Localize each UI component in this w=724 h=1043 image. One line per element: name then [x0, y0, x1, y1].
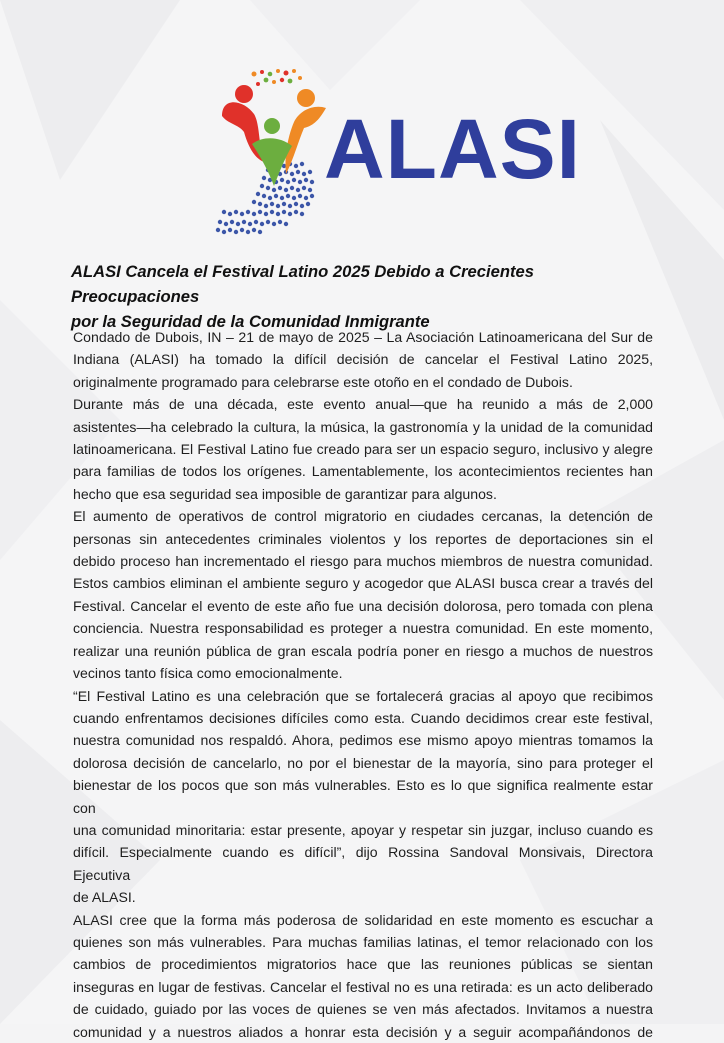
body-line: debido proceso han incrementado el riesgo para muchos miembros de nuestra comunidad. — [73, 553, 653, 570]
body-line: dolorosa decisión de cancelarlo, no por el bienestar de la mayoría, sino para proteger el — [73, 754, 653, 771]
logo-graphic — [214, 66, 581, 236]
body-line: latinoamericana. El Festival Latino fue creado para ser un espacio seguro, inclusivo y alegre — [73, 441, 653, 458]
body-line: de ALASI. — [73, 889, 136, 906]
paragraph — [73, 909, 653, 1043]
body-line: Durante más de una década, este evento anual—que ha reunido a más de 2,000 — [73, 396, 653, 413]
logo-orange-figure — [285, 89, 326, 174]
headline-line-2: por la Seguridad de la Comunidad Inmigrante — [71, 312, 430, 331]
body-line: comunidad y a nuestros aliados a honrar esta decisión y a seguir acompañándonos de — [73, 1023, 653, 1040]
body-line: Estos cambios eliminan el ambiente seguro y acogedor que ALASI busca crear a través del — [73, 575, 653, 592]
body-line: para familias de todos los orígenes. Lamentablemente, los acontecimientos recientes han — [73, 463, 653, 480]
body-line: de cuidado, guiado por las voces de quienes se ven más afectados. Invitamos a nuestra — [73, 1001, 653, 1018]
body-line: originalmente programado para celebrarse este otoño en el condado de Dubois. — [73, 373, 573, 390]
logo-dots — [216, 160, 314, 234]
body-line: realizar una reunión pública de gran escala podría poner en riesgo a muchos de nuestros — [73, 642, 653, 659]
logo-confetti — [252, 69, 303, 86]
body-line: El aumento de operativos de control migratorio en ciudades cercanas, la detención de — [73, 508, 653, 525]
paragraph — [73, 685, 653, 909]
body-line: personas sin antecedentes criminales violentos y los reportes de deportaciones sin el — [73, 530, 653, 547]
paragraph — [73, 505, 653, 684]
body-line: conciencia. Nuestra responsabilidad es proteger a nuestra comunidad. En este momento, — [73, 620, 653, 637]
paragraph — [73, 393, 653, 505]
body-line: inseguras en lugar de festivas. Cancelar el festival no es una retirada: es un acto deliberado — [73, 978, 653, 995]
body-line: bienestar de los pocos que son más vulnerables. Esto es lo que significa realmente estar con — [73, 777, 653, 816]
body-line: ALASI cree que la forma más poderosa de solidaridad en este momento es escuchar a — [73, 911, 653, 928]
body-line: quienes son más vulnerables. Para muchas familias latinas, el temor relacionado con los — [73, 933, 653, 950]
alasi-logo — [214, 66, 581, 236]
body-line: Condado de Dubois, IN – 21 de mayo de 2025 – La Asociación Latinoamericana del Sur de — [73, 329, 653, 345]
body-line: hecho que esa seguridad sea imposible de garantizar para algunos. — [73, 485, 497, 502]
press-release-body — [73, 326, 653, 1043]
body-line: Festival. Cancelar el evento de este año fue una decisión dolorosa, pero tomada con plena — [73, 597, 653, 614]
logo-wordmark: ALASI — [324, 102, 581, 196]
body-line: vecinos tanto física como emocionalmente. — [73, 665, 343, 682]
body-line: una comunidad minoritaria: estar presente, apoyar y respetar sin juzgar, incluso cuando es — [73, 821, 653, 838]
paragraph — [73, 326, 653, 393]
body-line: Indiana (ALASI) ha tomado la difícil decisión de cancelar el Festival Latino 2025, — [73, 351, 653, 368]
body-line: nuestra comunidad nos respaldó. Ahora, pedimos ese mismo apoyo mientras tomamos la — [73, 732, 653, 749]
body-line: “El Festival Latino es una celebración que se fortalecerá gracias al apoyo que recibimos — [73, 687, 653, 704]
press-release-headline — [71, 259, 661, 334]
body-line: asistentes—ha celebrado la cultura, la música, la gastronomía y la unidad de la comunidad — [73, 418, 653, 435]
headline-line-1: ALASI Cancela el Festival Latino 2025 Debido a Crecientes Preocupaciones — [71, 262, 534, 306]
body-line: cambios de procedimientos migratorios hace que las reuniones públicas se sientan — [73, 956, 653, 973]
body-line: cuando enfrentamos decisiones difíciles como esta. Cuando decidimos crear este festival, — [73, 709, 653, 726]
body-line: difícil. Especialmente cuando es difícil”, dijo Rossina Sandoval Monsivais, Directora Ejecutiva — [73, 844, 653, 883]
